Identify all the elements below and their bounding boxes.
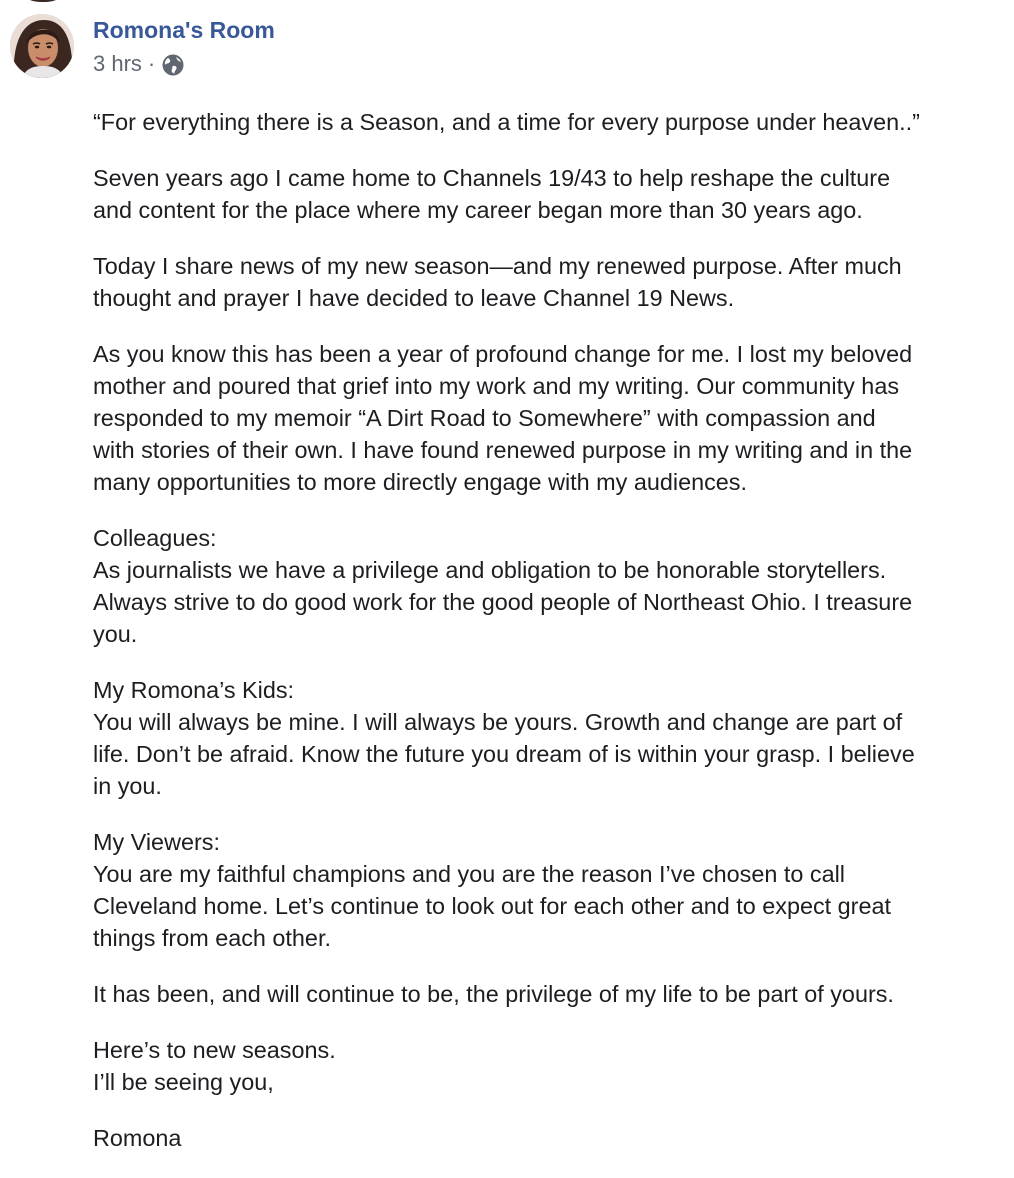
text-line: Colleagues: [93,525,217,551]
meta-separator: · [147,51,156,76]
text-line: Today I share news of my new season—and my renewed purpose. After much [93,253,902,279]
paragraph [93,1034,1003,1098]
text-line: responded to my memoir “A Dirt Road to Somewhere” with compassion and [93,405,876,431]
page-name-link[interactable]: Romona's Room [93,17,275,43]
paragraph [93,338,1003,498]
text-line: with stories of their own. I have found renewed purpose in my writing and in the [93,437,913,463]
globe-icon[interactable] [161,53,185,77]
paragraph [93,162,1003,226]
text-line: many opportunities to more directly engage with my audiences. [93,469,747,495]
paragraph [93,1122,1003,1154]
text-line: Here’s to new seasons. [93,1037,336,1063]
text-line: you. [93,621,138,647]
text-line: I’ll be seeing you, [93,1069,274,1095]
paragraph [93,522,1003,650]
text-line: in you. [93,773,162,799]
text-line: Romona [93,1125,182,1151]
previous-post-edge [28,0,58,2]
text-line: You are my faithful champions and you are the reason I’ve chosen to call [93,861,845,887]
text-line: My Viewers: [93,829,220,855]
text-line: “For everything there is a Season, and a time for every purpose under heaven..” [93,109,920,135]
text-line: Seven years ago I came home to Channels 19/43 to help reshape the culture [93,165,891,191]
text-line: As you know this has been a year of profound change for me. I lost my beloved [93,341,913,367]
paragraph [93,250,1003,314]
text-line: Cleveland home. Let’s continue to look out for each other and to expect great [93,893,891,919]
avatar[interactable] [10,14,74,78]
text-line: You will always be mine. I will always be yours. Growth and change are part of [93,709,903,735]
text-line: and content for the place where my career began more than 30 years ago. [93,197,863,223]
paragraph [93,978,1003,1010]
text-line: mother and poured that grief into my work and my writing. Our community has [93,373,900,399]
paragraph [93,674,1003,802]
text-line: It has been, and will continue to be, the privilege of my life to be part of yours. [93,981,894,1007]
text-line: life. Don’t be afraid. Know the future you dream of is within your grasp. I believe [93,741,915,767]
paragraph [93,826,1003,954]
text-line: Always strive to do good work for the good people of Northeast Ohio. I treasure [93,589,913,615]
post-meta [93,50,185,78]
avatar-image [10,14,74,78]
paragraph [93,106,1003,138]
post-body [93,106,1003,1178]
timestamp-link[interactable]: 3 hrs [93,51,142,76]
text-line: thought and prayer I have decided to leave Channel 19 News. [93,285,735,311]
text-line: As journalists we have a privilege and obligation to be honorable storytellers. [93,557,887,583]
text-line: things from each other. [93,925,331,951]
text-line: My Romona’s Kids: [93,677,295,703]
